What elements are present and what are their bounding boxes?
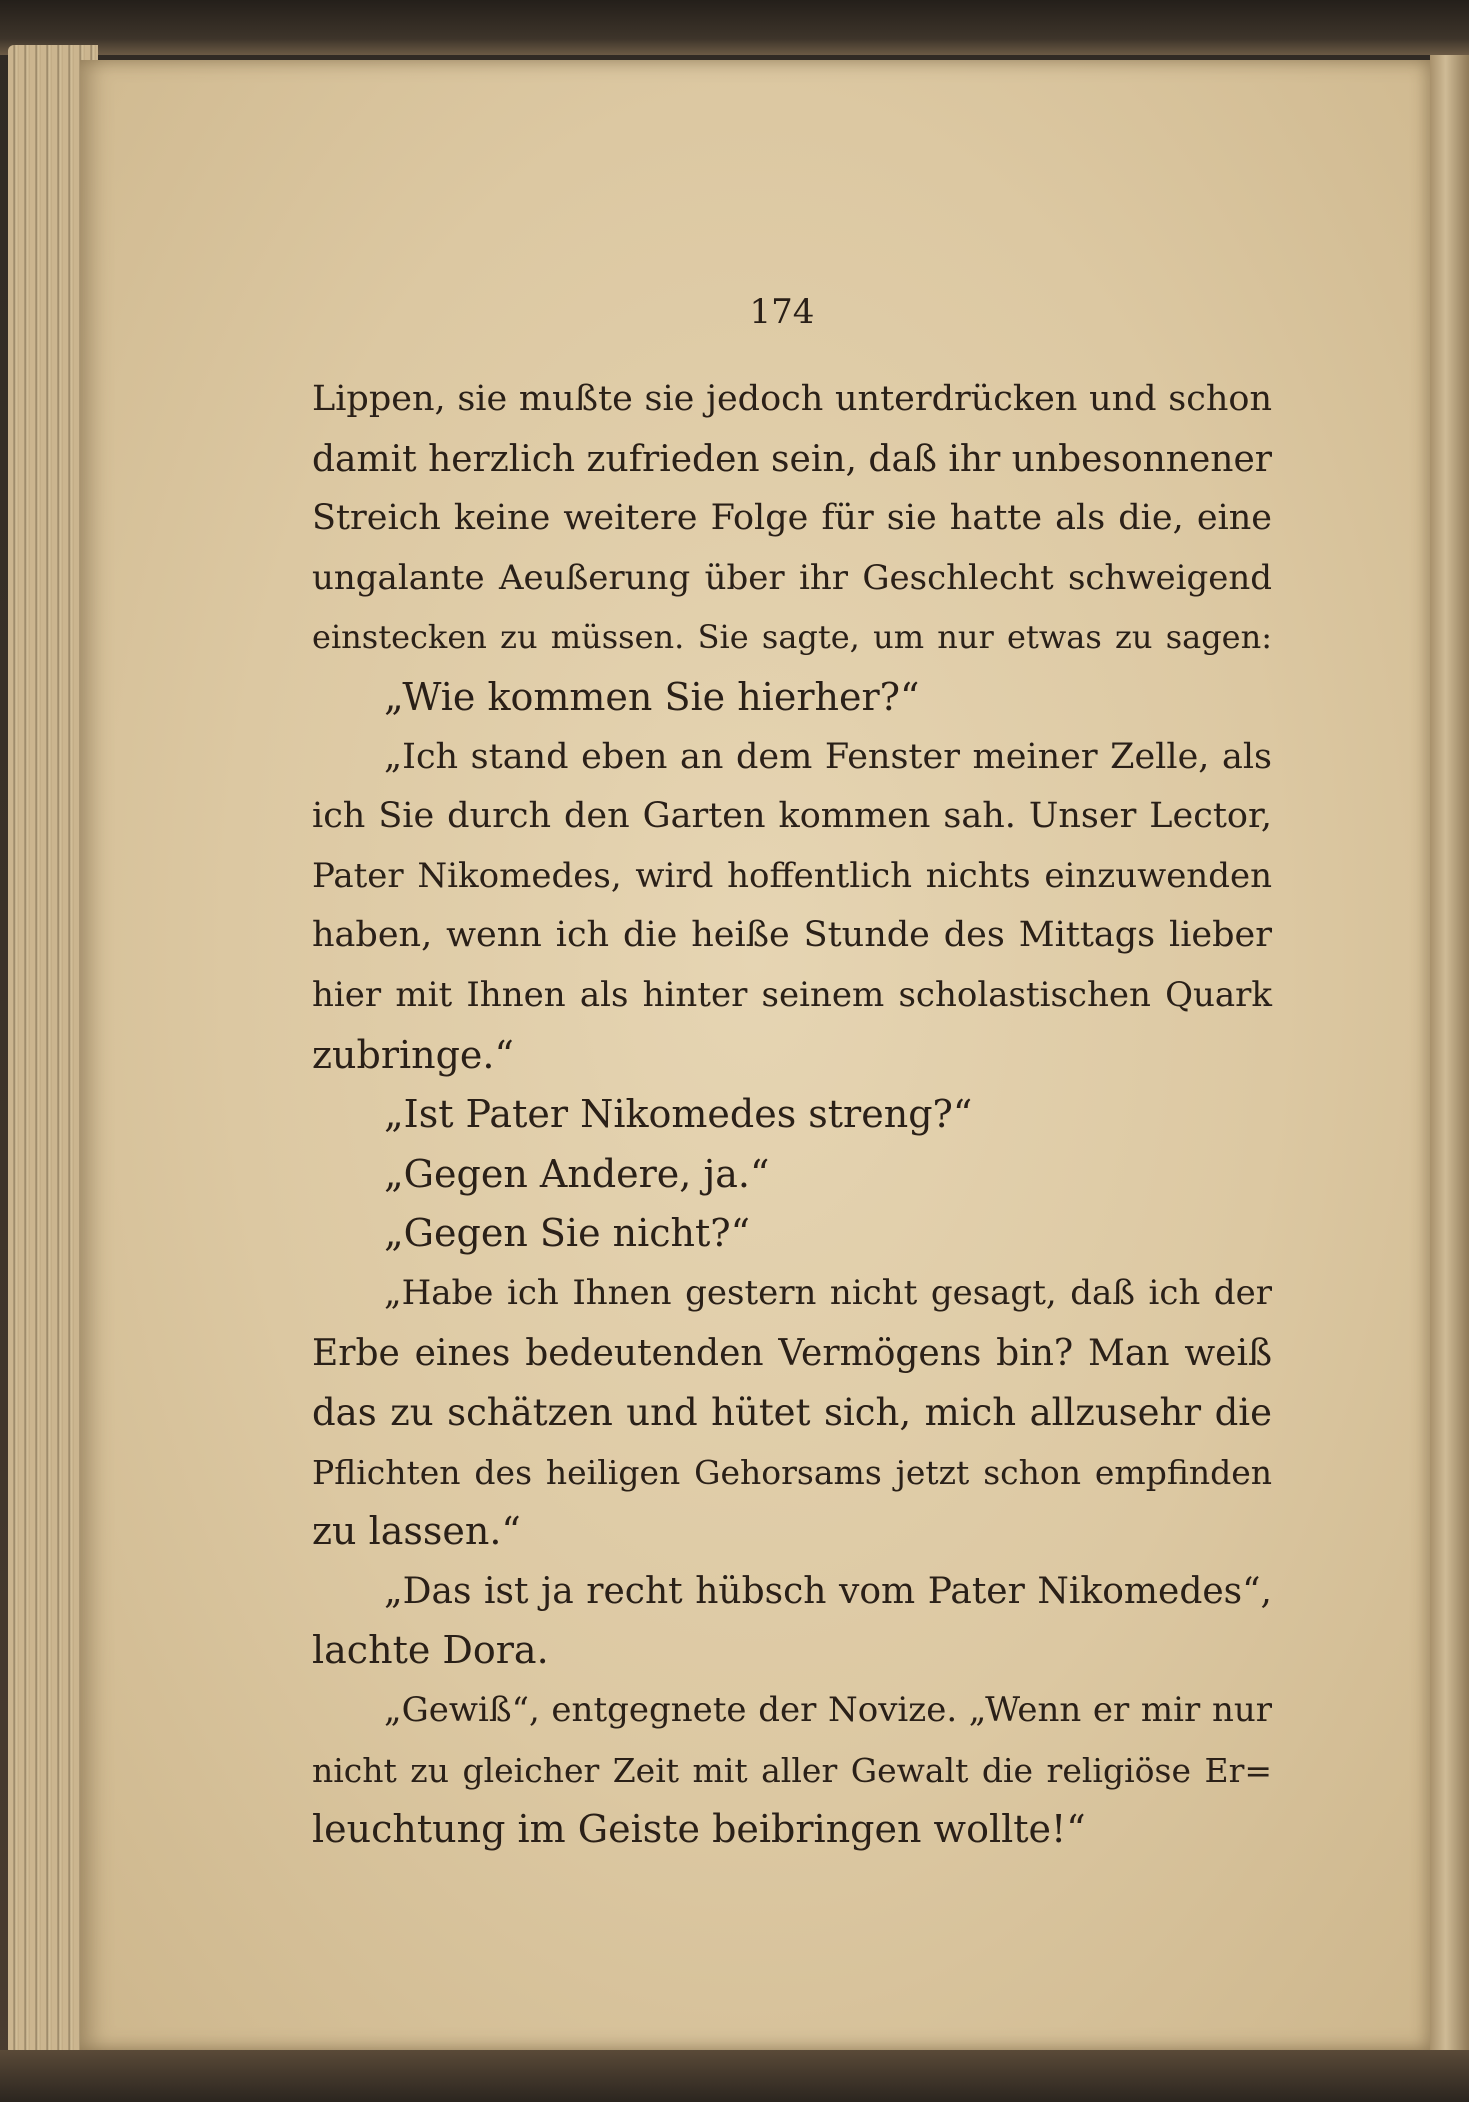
text-line: lachte Dora. [312, 1628, 549, 1673]
book-right-edge [1430, 55, 1469, 2050]
text-line: hier mit Ihnen als hinter seinem scholastischen Quark [312, 974, 1272, 1015]
text-line: leuchtung im Geiste beibringen wollte!“ [312, 1807, 1086, 1852]
text-line: Lippen, sie mußte sie jedoch unterdrücken und schon [312, 379, 1272, 419]
page-text [312, 370, 1272, 1860]
text-line: nicht zu gleicher Zeit mit aller Gewalt die religiöse Er= [312, 1750, 1272, 1790]
page-number: 174 [749, 292, 815, 332]
text-line: Erbe eines bedeutenden Vermögens bin? Man weiß [312, 1332, 1272, 1374]
text-line: einstecken zu müssen. Sie sagte, um nur etwas zu sagen: [312, 618, 1272, 657]
text-line: ich Sie durch den Garten kommen sah. Unser Lector, [312, 796, 1272, 837]
scan-top-shadow [0, 0, 1469, 55]
text-line: damit herzlich zufrieden sein, daß ihr unbesonnener [312, 438, 1272, 480]
text-line: „Habe ich Ihnen gestern nicht gesagt, daß ich der [384, 1272, 1272, 1313]
text-line: „Wie kommen Sie hierher?“ [384, 674, 920, 719]
text-line: Streich keine weitere Folge für sie hatte als die, eine [312, 498, 1272, 539]
scan-bottom-shadow [0, 2050, 1469, 2102]
text-line: ungalante Aeußerung über ihr Geschlecht schweigend [312, 557, 1272, 598]
text-line: „Ich stand eben an dem Fenster meiner Zelle, als [384, 736, 1272, 777]
text-line: Pflichten des heiligen Gehorsams jetzt schon empfinden [312, 1452, 1272, 1492]
text-line: „Gegen Sie nicht?“ [384, 1211, 751, 1256]
text-line: das zu schätzen und hütet sich, mich allzusehr die [312, 1391, 1272, 1435]
text-line: „Gewiß“, entgegnete der Novize. „Wenn er mir nur [384, 1690, 1272, 1731]
text-line: Pater Nikomedes, wird hoffentlich nichts einzuwenden [312, 855, 1272, 896]
text-line: „Das ist ja recht hübsch vom Pater Nikomedes“, [384, 1570, 1272, 1612]
text-line: „Gegen Andere, ja.“ [384, 1151, 770, 1196]
text-line: zubringe.“ [312, 1032, 514, 1077]
text-line: zu lassen.“ [312, 1509, 521, 1554]
text-line: „Ist Pater Nikomedes streng?“ [384, 1092, 973, 1137]
text-line: haben, wenn ich die heiße Stunde des Mittags lieber [312, 915, 1272, 956]
